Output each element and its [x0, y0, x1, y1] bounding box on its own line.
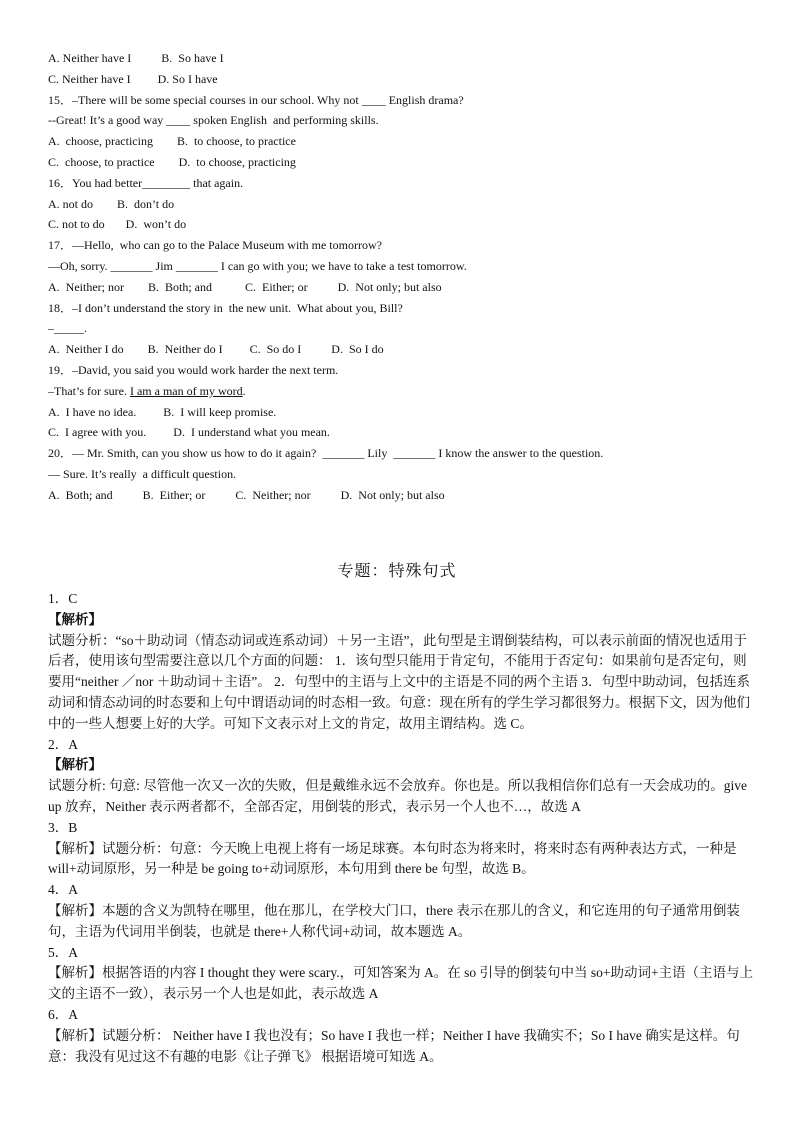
q15-options-cd: C. choose, to practice D. to choose, practicing [48, 154, 296, 169]
analysis-heading-1: 【解析】 [48, 611, 102, 627]
q18-stem: 18．–I don’t understand the story in the new unit. What about you, Bill? [48, 300, 403, 315]
q18-reply: –_____. [48, 321, 87, 336]
q19-reply-underlined: I am a man of my word [129, 383, 243, 398]
analysis-6: 【解析】试题分析： Neither have I 我也没有；So have I 我也一样；Neither I have 我确实不；So I have 确实是这样。句意：我没有见过这不有趣的电影《让子弹飞》 根据语境可知选 A。 [48, 1027, 740, 1064]
q19-reply [48, 381, 748, 402]
answer-4: 4．A [48, 882, 78, 898]
analysis-2: 试题分析: 句意: 尽管他一次又一次的失败，但是戴维永远不会放弃。你也是。所以我相信你们总有一天会成功的。give up 放弃，Neither 表示两者都不，全部否定，用倒装的形式，表示另一个人也不…，故选 A [48, 778, 747, 814]
q20-stem: 20．— Mr. Smith, can you show us how to do it again? _______ Lily _______ I know the answer to the question. [48, 446, 604, 461]
q19-options-ab: A. I have no idea. B. I will keep promise. [48, 404, 277, 419]
q15-options-ab: A. choose, practicing B. to choose, to practice [48, 134, 296, 149]
answer-5: 5．A [48, 944, 78, 960]
q14-options-ab: A. Neither have I B. So have I [48, 51, 224, 65]
q19-reply-prefix: –That’s for sure. [48, 383, 130, 398]
section-title: 专题：特殊句式 [337, 561, 457, 580]
analysis-heading-2: 【解析】 [48, 757, 102, 773]
analysis-4: 【解析】本题的含义为凯特在哪里，他在那儿，在学校大门口，there 表示在那儿的含义，和它连用的句子通常用倒装句，主语为代词用半倒装，也就是 there+人称代词+动词，故本题选 A。 [48, 902, 740, 939]
q16-options-ab: A. not do B. don’t do [48, 196, 175, 211]
answer-1: 1．C [48, 591, 78, 606]
q16-stem: 16．You had better________ that again. [48, 175, 244, 190]
answers-section [48, 589, 760, 1067]
q16-options-cd: C. not to do D. won’t do [48, 217, 187, 232]
q15-stem: 15．–There will be some special courses in our school. Why not ____ English drama? [48, 92, 464, 107]
analysis-3: 【解析】试题分析：句意：今天晚上电视上将有一场足球赛。本句时态为将来时，将来时态有两种表达方式，一种是 will+动词原形，另一种是 be going to+动词原形，本句用到 there be 句型，故选 B。 [48, 840, 737, 877]
answer-2: 2．A [48, 736, 78, 752]
answer-6: 6．A [48, 1006, 78, 1022]
analysis-5: 【解析】根据答语的内容 I thought they were scary.，可知答案为 A。在 so 引导的倒装句中当 so+助动词+主语（主语与上文的主语不一致），表示另一个人也是如此，表示故选 A [48, 965, 754, 1002]
q20-options: A. Both; and B. Either; or C. Neither; nor D. Not only; but also [48, 487, 445, 502]
q18-options: A. Neither I do B. Neither do I C. So do I D. So I do [48, 342, 384, 357]
q19-reply-suffix: . [242, 383, 246, 398]
questions-section [48, 48, 748, 506]
q19-stem: 19．–David, you said you would work harder the next term. [48, 362, 339, 377]
q14-options-cd: C. Neither have I D. So I have [48, 71, 218, 86]
q19-options-cd: C. I agree with you. D. I understand what you mean. [48, 425, 330, 440]
q17-options: A. Neither; nor B. Both; and C. Either; or D. Not only; but also [48, 279, 442, 294]
q20-reply: — Sure. It’s really a difficult question. [48, 466, 237, 481]
q15-reply: --Great! It’s a good way ____ spoken English and performing skills. [48, 113, 379, 128]
analysis-1: 试题分析：“so＋助动词（情态动词或连系动词）＋另一主语”，此句型是主谓倒装结构，可以表示前面的情况也适用于后者，使用该句型需要注意以几个方面的问题： 1．该句型只能用于肯定句，不能用于否定句：如果前句是否定句，则要用“neither ／nor ＋助动词＋主语”。 2．句型中的主语与上文中的主语是不同的两个主语 3．句型中助动词，包括连系动词和情态动词的时态要和上句中谓语动词的时态相一致。句意：现在所有的学生学习都很努力。根据下文，因为他们中的一些人想要上好的大学。可知下文表示对上文的肯定，故用主谓结构。选 C。 [48, 632, 750, 731]
q17-reply: —Oh, sorry. _______ Jim _______ I can go with you; we have to take a test tomorrow. [48, 258, 467, 273]
q17-stem: 17．—Hello, who can go to the Palace Museum with me tomorrow? [48, 238, 382, 253]
answer-3: 3．B [48, 819, 78, 835]
